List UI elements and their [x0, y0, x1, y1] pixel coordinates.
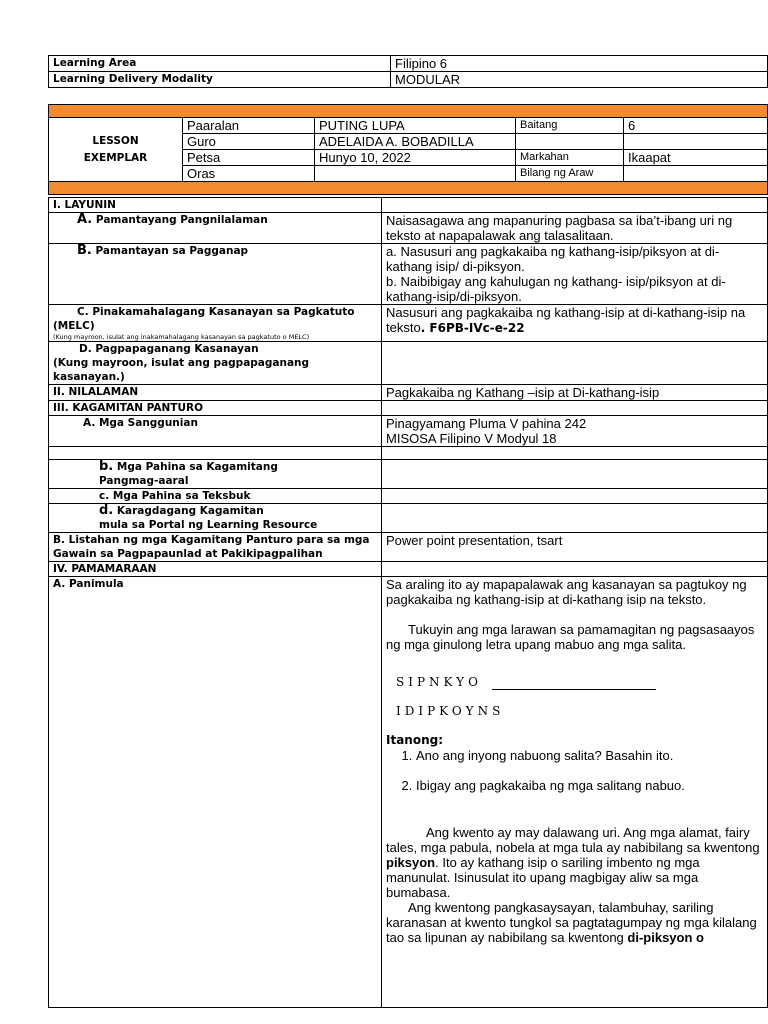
empty-cell	[382, 401, 768, 416]
itanong-label: Itanong:	[386, 733, 444, 747]
a-title: Pamantayang Pangnilalaman	[95, 214, 268, 226]
answer-line	[492, 689, 656, 690]
time-label: Oras	[183, 166, 315, 182]
panimula-content	[382, 577, 768, 1008]
pagganap-item-a: a. Nasusuri ang pagkakaiba ng kathang-isip/piksyon at di-kathang isip/ di-piksyon.	[386, 244, 720, 274]
panimula-paragraph: Ang kwentong pangkasaysayan, talambuhay, sariling karanasan at kwento tungkol sa pagtatagumpay ng mga kilalang tao sa lipunan ay nabibilang sa kwentong di-piksyon o	[386, 900, 757, 945]
modality-row	[49, 72, 768, 88]
pagganap-item-b: b. Naibibigay ang kahulugan ng kathang- isip/piksyon at di-kathang-isip/di-piksyon.	[386, 274, 726, 304]
melc-note: (Kung mayroon, isulat ang inakamahalagang kasanayan sa pagkatuto o MELC)	[53, 333, 310, 341]
exemplar-label-line1: LESSON	[92, 134, 139, 147]
empty-cell	[382, 504, 768, 533]
pamantayang-pangnilalaman-value: Naisasagawa ang mapanuring pagbasa sa iba’t-ibang uri ng teksto at napapalawak ang talasalitaan.	[382, 213, 768, 244]
melc-row	[49, 305, 768, 342]
lesson-exemplar-document	[48, 55, 767, 1008]
panimula-paragraph: Sa araling ito ay mapapalawak ang kasanayan sa pagtukoy ng pagkakaiba ng kathang-isip at di-kathang isip na teksto.	[386, 577, 747, 607]
b-title: Pamantayan sa Pagganap	[95, 245, 249, 257]
panimula-paragraph: Tukuyin ang mga larawan sa pamamagitan ng pagsasaayos ng mga ginulong letra upang mabuo ang mga salita.	[386, 622, 755, 652]
teacher-label: Guro	[183, 134, 315, 150]
school-label: Paaralan	[183, 118, 315, 134]
pahina-teksbuk-label: c. Mga Pahina sa Teksbuk	[49, 489, 382, 504]
empty-cell	[382, 489, 768, 504]
empty-cell	[49, 447, 382, 460]
panimula-row	[49, 577, 768, 1008]
exemplar-table	[48, 104, 768, 195]
di-piksyon-term: di-piksyon o	[627, 930, 704, 945]
days-value	[624, 166, 768, 182]
sanggunian-item: MISOSA Filipino V Modyul 18	[386, 431, 557, 446]
orange-band-top	[49, 105, 768, 118]
question-item: 2. Ibigay ang pagkakaiba ng mga salitang nabuo.	[416, 778, 763, 793]
pahina-teksbuk-row	[49, 489, 768, 504]
pamamaraan-row	[49, 562, 768, 577]
pagpapaganang-label	[49, 342, 382, 385]
learning-area-value: Filipino 6	[391, 56, 768, 72]
melc-text: Nasusuri ang pagkakaiba ng kathang-isip at di-kathang-isip na teksto	[386, 305, 746, 335]
date-value: Hunyo 10, 2022	[315, 150, 516, 166]
listahan-label: B. Listahan ng mga Kagamitang Panturo para sa mga Gawain sa Pagpapaunlad at Pakikipagpalihan	[49, 533, 382, 562]
sanggunian-value	[382, 416, 768, 447]
quarter-label: Markahan	[516, 150, 624, 166]
sanggunian-row	[49, 416, 768, 447]
learning-area-label: Learning Area	[49, 56, 391, 72]
a-row	[49, 213, 768, 244]
b-letter: B.	[77, 243, 92, 258]
time-value	[315, 166, 516, 182]
pamantayang-pangnilalaman-label	[49, 213, 382, 244]
learning-area-row	[49, 56, 768, 72]
nilalaman-heading: II. NILALAMAN	[49, 385, 382, 401]
karagdagang-row	[49, 504, 768, 533]
scramble-word: IDIPKOYNS	[396, 704, 505, 718]
b-pahina-letter: b.	[99, 459, 114, 474]
header-table	[48, 55, 768, 88]
pahina-kagamitan-line2: Pangmag-aaral	[99, 475, 189, 487]
pahina-kagamitan-line1: Mga Pahina sa Kagamitang	[116, 461, 278, 473]
blank-row	[49, 447, 768, 460]
melc-title: C. Pinakamahalagang Kasanayan sa Pagkatuto (MELC)	[53, 306, 355, 332]
empty-cell	[382, 342, 768, 385]
layunin-heading: I. LAYUNIN	[49, 198, 382, 213]
panimula-label: A. Panimula	[49, 577, 382, 1008]
teacher-value: ADELAIDA A. BOBADILLA	[315, 134, 516, 150]
b-row	[49, 244, 768, 305]
days-label: Bilang ng Araw	[516, 166, 624, 182]
modality-value: MODULAR	[391, 72, 768, 88]
grade-label: Baitang	[516, 118, 624, 134]
kagamitan-row	[49, 401, 768, 416]
pamantayan-pagganap-value	[382, 244, 768, 305]
exemplar-label	[49, 118, 183, 182]
sanggunian-label: A. Mga Sanggunian	[49, 416, 382, 447]
karagdagang-line2: mula sa Portal ng Learning Resource	[99, 519, 318, 531]
grade-value: 6	[624, 118, 768, 134]
empty-cell	[382, 460, 768, 489]
quarter-value: Ikaapat	[624, 150, 768, 166]
kagamitan-heading: III. KAGAMITAN PANTURO	[49, 401, 382, 416]
modality-label: Learning Delivery Modality	[49, 72, 391, 88]
orange-band-bottom	[49, 182, 768, 195]
piksyon-term: piksyon	[386, 855, 436, 870]
sanggunian-item: Pinagyamang Pluma V pahina 242	[386, 416, 587, 431]
karagdagang-line1: Karagdagang Kagamitan	[116, 505, 264, 517]
layunin-row	[49, 198, 768, 213]
content-table	[48, 197, 768, 1008]
karagdagang-label	[49, 504, 382, 533]
school-value: PUTING LUPA	[315, 118, 516, 134]
pagpapaganang-title: D. Pagpapaganang Kasanayan	[79, 343, 259, 355]
panimula-paragraph: Ang kwento ay may dalawang uri. Ang mga alamat, fairy tales, mga pabula, nobela at mga tula ay nabibilang sa kwentong piksyon. Ito ay kathang isip o sariling imbento ng mga manunulat. Isinusulat ito upang magbigay aliw sa mga bumabasa.	[386, 825, 760, 900]
empty-cell	[382, 562, 768, 577]
pahina-kagamitan-row	[49, 460, 768, 489]
nilalaman-value: Pagkakaiba ng Kathang –isip at Di-kathang-isip	[382, 385, 768, 401]
scramble-word: SIPNKYO	[396, 675, 482, 689]
melc-value	[382, 305, 768, 342]
listahan-row	[49, 533, 768, 562]
pagpapaganang-row	[49, 342, 768, 385]
exemplar-label-line2: EXEMPLAR	[83, 151, 148, 164]
question-item: 1. Ano ang inyong nabuong salita? Basahin ito.	[416, 748, 763, 763]
pagpapaganang-note: (Kung mayroon, isulat ang pagpapaganang kasanayan.)	[53, 357, 310, 383]
pahina-kagamitan-label	[49, 460, 382, 489]
empty-cell	[516, 134, 624, 150]
empty-cell	[382, 447, 768, 460]
d-karag-letter: d.	[99, 503, 114, 518]
date-label: Petsa	[183, 150, 315, 166]
empty-cell	[382, 198, 768, 213]
listahan-value: Power point presentation, tsart	[382, 533, 768, 562]
melc-label	[49, 305, 382, 342]
nilalaman-row	[49, 385, 768, 401]
a-letter: A.	[77, 212, 93, 227]
pamantayan-pagganap-label	[49, 244, 382, 305]
pamamaraan-heading: IV. PAMAMARAAN	[49, 562, 382, 577]
melc-code: . F6PB-IVc-e-22	[420, 321, 525, 335]
question-list	[386, 748, 763, 793]
empty-cell	[624, 134, 768, 150]
